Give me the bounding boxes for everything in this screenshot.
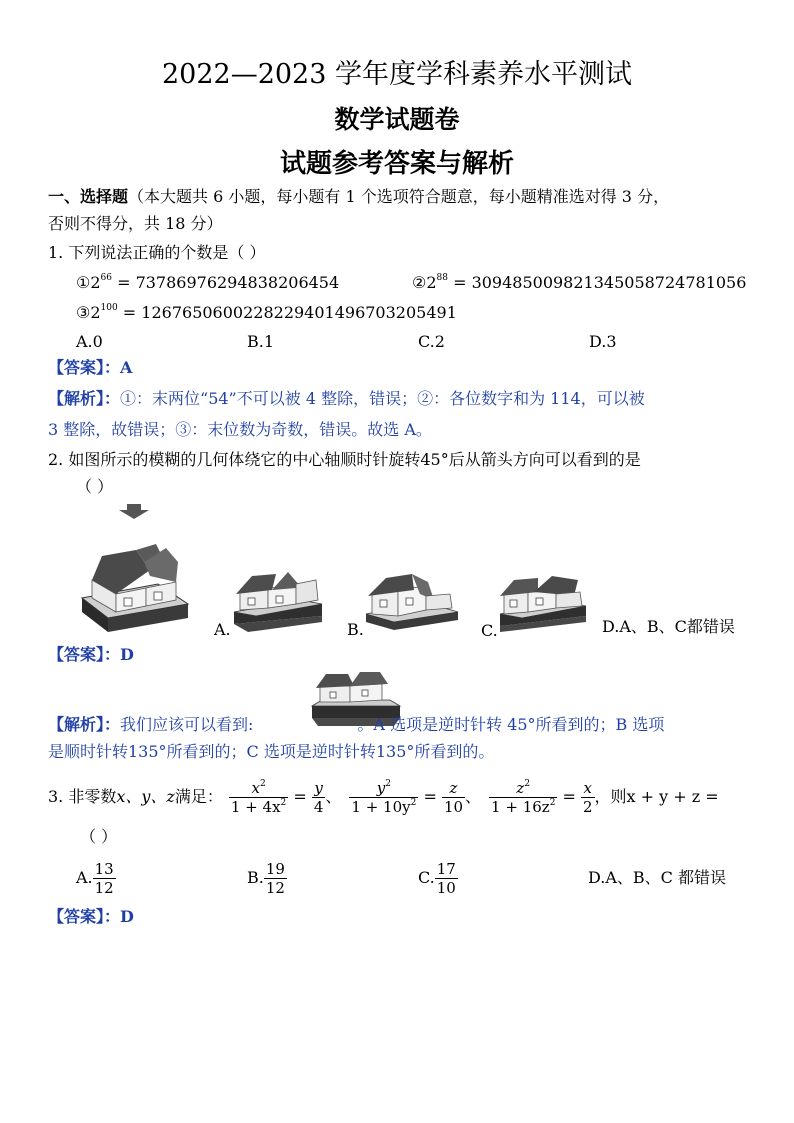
q1-analysis-1: 【解析】：①：末两位“54”不可以被 4 整除，错误；②：各位数字和为 114，可以被 xyxy=(48,389,645,408)
q3-eq2-rhs: $\frac{z}{10}$ xyxy=(443,778,464,816)
q1-option-b: B.1 xyxy=(247,332,275,351)
q1-stem: 1. 下列说法正确的个数是（ ） xyxy=(48,243,266,262)
q2-option-a: A. xyxy=(214,620,231,639)
q2-analysis-2: 是顺时针转135°所看到的；C 选项是逆时针转135°所看到的。 xyxy=(48,742,495,761)
option-c-house-figure xyxy=(498,574,590,634)
section-heading-desc: （本大题共 6 小题，每小题有 1 个选项符合题意，每小题精准选对得 3 分， xyxy=(128,187,670,206)
q1-item-2: $②2^{88} = 309485009821345058724781056$ xyxy=(412,273,747,292)
q2-answer: 【答案】：D xyxy=(48,645,134,664)
option-a-house-figure xyxy=(232,570,326,634)
section-title: 试题参考答案与解析 xyxy=(279,149,514,179)
q2-paren: （ ） xyxy=(76,477,114,496)
section-heading-label: 一、选择题 xyxy=(48,187,129,206)
option-b-house-figure xyxy=(364,572,460,636)
q3-option-c: C. $\frac{17}{10}$ xyxy=(418,859,456,897)
q2-option-d: D.A、B、C都错误 xyxy=(602,617,735,636)
q1-item-1: $①2^{66} = 73786976294838206454$ xyxy=(76,273,340,292)
section-heading-desc-2: 否则不得分，共 18 分） xyxy=(48,214,223,233)
q3-answer: 【答案】：D xyxy=(48,907,134,926)
q3-eq3-rhs: $\frac{x}{2}$ xyxy=(583,778,593,816)
q3-paren: （ ） xyxy=(80,827,118,846)
analysis-label: 【解析】： xyxy=(48,389,121,408)
section-heading xyxy=(48,186,669,208)
view-arrow-icon xyxy=(116,504,152,520)
page-title: 2022—2023 学年度学科素养水平测试 xyxy=(161,59,632,90)
q1-option-a: A.0 xyxy=(76,332,103,351)
answer-label: 【答案】： xyxy=(48,358,121,377)
q1-answer-value: A xyxy=(120,358,133,377)
main-house-figure xyxy=(78,540,192,636)
q2-answer-value: D xyxy=(120,645,134,664)
q2-option-b: B. xyxy=(347,620,364,639)
q1-option-c: C.2 xyxy=(418,332,445,351)
q3-eq3-lhs: $\frac{z^2}{1 + 16z^2}$ xyxy=(491,778,556,816)
q3-eq1-rhs: $\frac{y}{4}$ xyxy=(313,778,324,816)
q2-analysis-1: 【解析】：我们应该可以看到: 。A 选项是逆时针转 45°所看到的；B 选项 xyxy=(48,715,665,734)
q1-answer xyxy=(48,357,132,379)
page-subtitle: 数学试题卷 xyxy=(334,105,460,134)
q3-option-a: A. $\frac{13}{12}$ xyxy=(76,859,114,897)
q1-option-d: D.3 xyxy=(589,332,617,351)
q3-answer-value: D xyxy=(120,907,134,926)
q2-option-c: C. xyxy=(481,621,498,640)
q3-option-d: D.A、B、C 都错误 xyxy=(588,868,726,887)
q3-option-b: B. $\frac{19}{12}$ xyxy=(247,859,285,897)
q2-stem: 2. 如图所示的模糊的几何体绕它的中心轴顺时针旋转45°后从箭头方向可以看到的是 xyxy=(48,450,641,469)
q1-item-3: $③2^{100} = 1267650600228229401496703205491$ xyxy=(76,303,457,322)
q1-analysis-2: 3 整除，故错误；③：末位数为奇数，错误。故选 A。 xyxy=(48,420,432,439)
q3-stem: 3. 非零数 x、y、z 满足： $\frac{x^2}{1 + 4x^2}$ = $\frac{y}{4}$ 、 $\frac{y^2}{1 + 10y^2}$ = $\frac{z}{10}$ 、 $\frac{z^2}{1 + 16z^2}$ = $\frac{x}{2}$ ，则x + y + z = xyxy=(48,778,719,816)
q3-eq1-lhs: $\frac{x^2}{1 + 4x^2}$ xyxy=(230,778,287,816)
q3-eq2-lhs: $\frac{y^2}{1 + 10y^2}$ xyxy=(351,778,417,816)
